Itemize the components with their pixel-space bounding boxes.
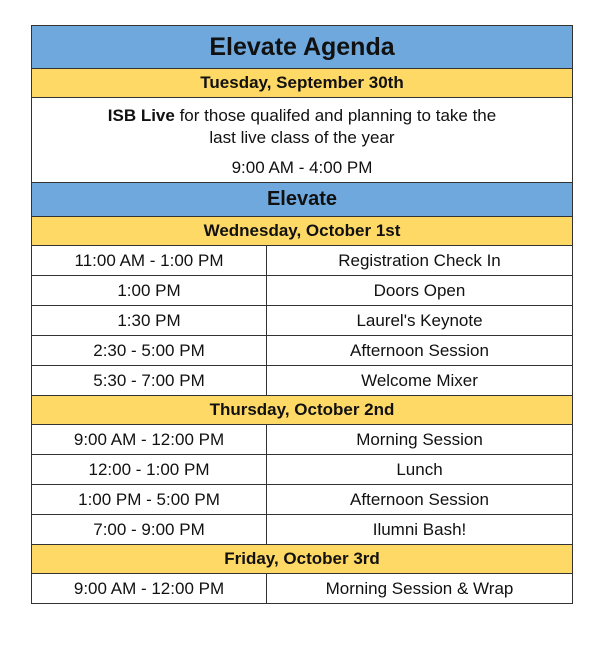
agenda-title: Elevate Agenda <box>32 26 572 68</box>
day-heading-friday: Friday, October 3rd <box>32 544 572 573</box>
slot-time: 11:00 AM - 1:00 PM <box>32 246 267 275</box>
table-row <box>32 484 572 514</box>
isb-live-time: 9:00 AM - 4:00 PM <box>231 158 373 177</box>
slot-time: 7:00 - 9:00 PM <box>32 515 267 544</box>
table-row <box>32 514 572 544</box>
isb-live-desc: for those qualifed and planning to take the <box>174 106 497 125</box>
slot-time: 5:30 - 7:00 PM <box>32 366 267 395</box>
day-heading-wednesday: Wednesday, October 1st <box>32 216 572 245</box>
table-row <box>32 454 572 484</box>
isb-live-line2: last live class of the year <box>209 128 395 147</box>
slot-time: 9:00 AM - 12:00 PM <box>32 425 267 454</box>
slot-event: Doors Open <box>373 280 466 300</box>
slot-time: 2:30 - 5:00 PM <box>32 336 267 365</box>
slot-time: 1:30 PM <box>32 306 267 335</box>
slot-event: Afternoon Session <box>350 340 489 360</box>
day-heading-thursday: Thursday, October 2nd <box>32 395 572 424</box>
slot-event: Afternoon Session <box>350 489 489 509</box>
table-row <box>32 365 572 395</box>
table-row <box>32 275 572 305</box>
table-row <box>32 424 572 454</box>
table-row <box>32 305 572 335</box>
table-row <box>32 245 572 275</box>
slot-event: Morning Session & Wrap <box>325 578 514 598</box>
isb-live-line1 <box>108 105 496 127</box>
table-row <box>32 335 572 365</box>
slot-event: Lunch <box>396 459 443 479</box>
slot-time: 1:00 PM <box>32 276 267 305</box>
day-heading-tuesday: Tuesday, September 30th <box>32 68 572 97</box>
isb-live-note <box>32 97 572 182</box>
slot-event: Ilumni Bash! <box>372 519 467 539</box>
table-row <box>32 573 572 603</box>
slot-event: Registration Check In <box>338 250 501 270</box>
slot-time: 9:00 AM - 12:00 PM <box>32 574 267 603</box>
slot-event: Morning Session <box>356 429 483 449</box>
slot-event: Laurel's Keynote <box>356 310 483 330</box>
isb-live-label: ISB Live <box>107 106 175 125</box>
section-heading: Elevate <box>32 182 572 216</box>
slot-time: 12:00 - 1:00 PM <box>32 455 267 484</box>
agenda-table <box>31 25 573 604</box>
slot-event: Welcome Mixer <box>361 370 478 390</box>
slot-time: 1:00 PM - 5:00 PM <box>32 485 267 514</box>
